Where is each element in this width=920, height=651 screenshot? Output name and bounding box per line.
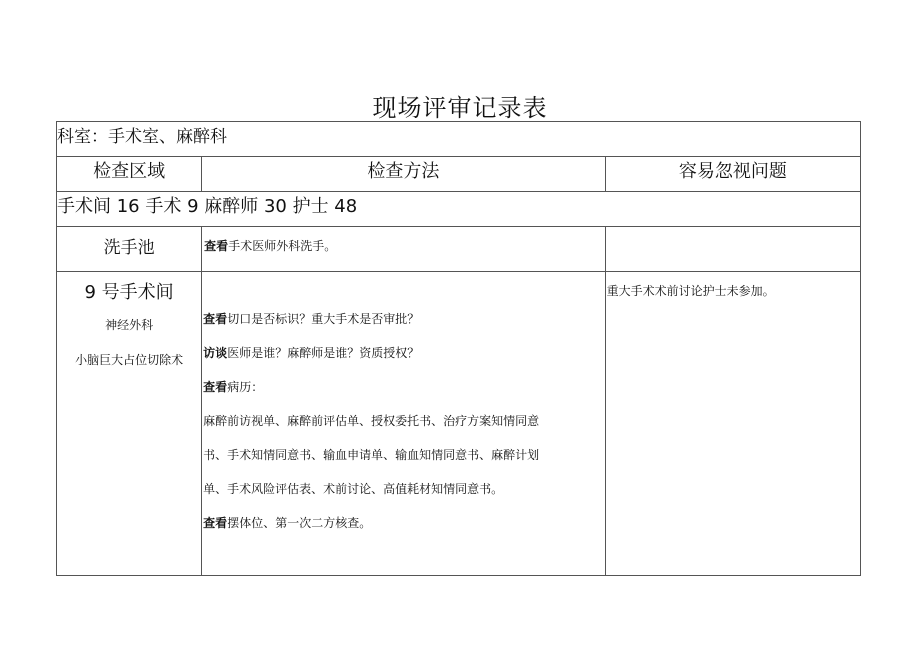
summary-row [57,192,861,227]
department-cell: 科室：手术室、麻醉科 [57,122,861,157]
method-text: 麻醉前访视单、麻醉前评估单、授权委托书、治疗方案知情同意 [203,414,540,428]
table-row [57,227,861,272]
summary-cell: 手术间 16 手术 9 麻醉师 30 护士 48 [57,192,861,227]
header-method: 检查方法 [202,157,606,192]
method-text: 单、手术风险评估表、术前讨论、高值耗材知情同意书。 [203,482,504,496]
area-sink: 洗手池 [57,227,202,272]
method-line [203,438,603,472]
page-title: 现场评审记录表 [372,94,548,122]
method-line [203,404,603,438]
room-title: 9 号手术间 [84,282,174,303]
table-row [57,272,861,576]
method-text: 手术医师外科洗手。 [228,239,337,253]
header-area: 检查区域 [57,157,202,192]
department-row [57,122,861,157]
method-text: 切口是否标识？重大手术是否审批？ [227,312,420,326]
header-row [57,157,861,192]
method-line [203,302,603,336]
room-surgery: 小脑巨大占位切除术 [75,353,184,367]
method-line [203,370,603,404]
issue-room: 重大手术术前讨论护士未参加。 [605,272,860,576]
issue-sink [605,227,860,272]
method-verb: 查看 [204,239,229,253]
method-text: 摆体位、第一次二方核查。 [227,516,372,530]
method-verb: 查看 [203,312,228,326]
method-text: 医师是谁？麻醉师是谁？资质授权？ [227,346,420,360]
method-verb: 查看 [203,380,228,394]
method-text: 书、手术知情同意书、输血申请单、输血知情同意书、麻醉计划 [203,448,540,462]
room-department: 神经外科 [105,318,154,332]
method-line [203,336,603,370]
review-table [56,121,861,576]
method-verb: 查看 [203,516,228,530]
method-text: 病历： [227,380,264,394]
method-room [202,272,606,576]
method-sink [202,227,606,272]
method-verb: 访谈 [203,346,228,360]
area-room [57,272,202,576]
method-line [203,472,603,506]
header-issue: 容易忽视问题 [605,157,860,192]
method-line [203,506,603,540]
